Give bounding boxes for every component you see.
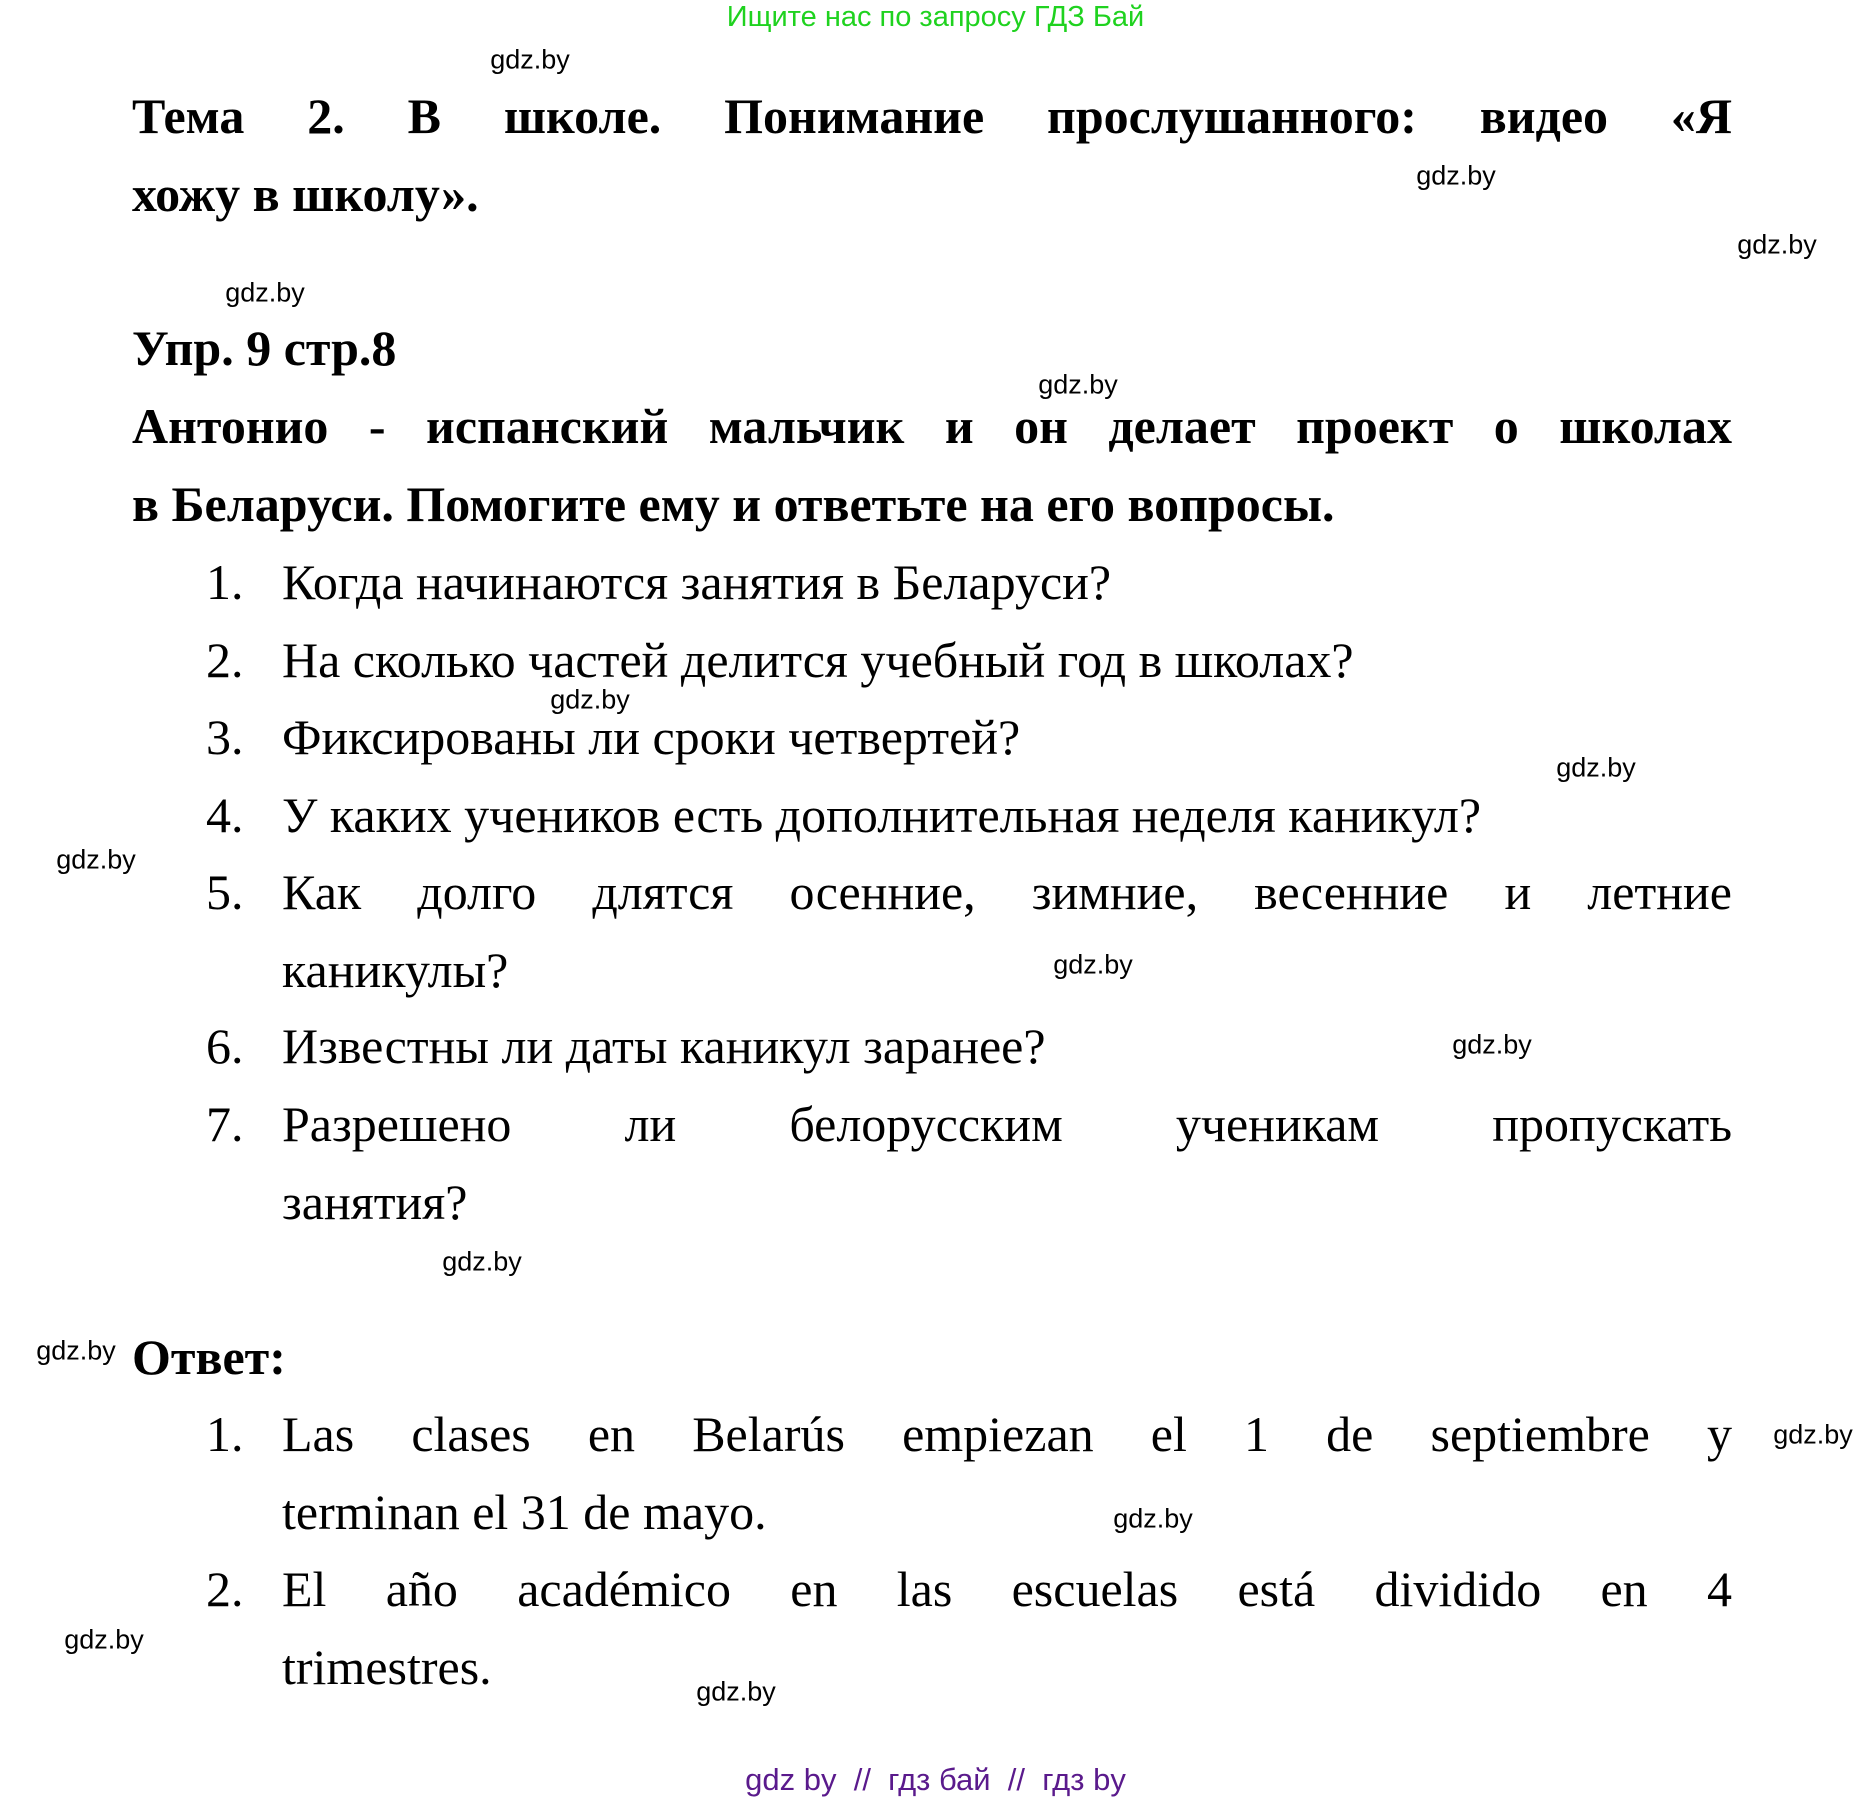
question-number: 3.: [206, 709, 244, 765]
watermark: gdz.by: [1038, 369, 1118, 400]
watermark: gdz.by: [696, 1676, 776, 1707]
question-text-cont: занятия?: [282, 1174, 468, 1230]
watermark: gdz.by: [442, 1246, 522, 1277]
watermark: gdz.by: [550, 684, 630, 715]
question-text: Фиксированы ли сроки четвертей?: [282, 709, 1021, 765]
watermark: gdz.by: [1416, 160, 1496, 191]
watermark: gdz.by: [1113, 1503, 1193, 1534]
watermark: gdz.by: [225, 277, 305, 308]
question-text-cont: каникулы?: [282, 942, 509, 998]
watermark: gdz.by: [56, 844, 136, 875]
answer-text-cont: terminan el 31 de mayo.: [282, 1484, 767, 1540]
footer-links: gdz by // гдз бай // гдз by: [745, 1762, 1126, 1797]
answer-text-cont: trimestres.: [282, 1639, 492, 1695]
topic-title-line-1: Тема 2. В школе. Понимание прослушанного: видео «Я: [132, 88, 1732, 144]
watermark: gdz.by: [490, 44, 570, 75]
topic-title-line-2: хожу в школу».: [132, 166, 479, 222]
exercise-heading: Упр. 9 стр.8: [132, 320, 397, 376]
watermark: gdz.by: [36, 1335, 116, 1366]
question-text: Известны ли даты каникул заранее?: [282, 1018, 1046, 1074]
watermark: gdz.by: [1773, 1419, 1853, 1450]
question-number: 5.: [206, 864, 244, 920]
question-number: 7.: [206, 1096, 244, 1152]
question-number: 2.: [206, 632, 244, 688]
answer-text: Las clases en Belarús empiezan el 1 de septiembre y: [282, 1406, 1732, 1462]
answer-heading: Ответ:: [132, 1329, 286, 1385]
question-text: На сколько частей делится учебный год в школах?: [282, 632, 1354, 688]
question-number: 6.: [206, 1018, 244, 1074]
answer-number: 2.: [206, 1561, 244, 1617]
question-text: Как долго длятся осенние, зимние, весенние и летние: [282, 864, 1732, 920]
intro-line-2: в Беларуси. Помогите ему и ответьте на его вопросы.: [132, 476, 1335, 532]
watermark: gdz.by: [1556, 752, 1636, 783]
question-number: 4.: [206, 787, 244, 843]
question-number: 1.: [206, 554, 244, 610]
watermark: gdz.by: [1452, 1029, 1532, 1060]
answer-text: El año académico en las escuelas está dividido en 4: [282, 1561, 1732, 1617]
answer-number: 1.: [206, 1406, 244, 1462]
watermark: gdz.by: [1053, 949, 1133, 980]
search-hint: Ищите нас по запросу ГДЗ Бай: [726, 1, 1145, 33]
intro-line-1: Антонио - испанский мальчик и он делает проект о школах: [132, 398, 1732, 454]
question-text: Разрешено ли белорусским ученикам пропускать: [282, 1096, 1732, 1152]
watermark: gdz.by: [64, 1624, 144, 1655]
question-text: У каких учеников есть дополнительная неделя каникул?: [282, 787, 1482, 843]
question-text: Когда начинаются занятия в Беларуси?: [282, 554, 1112, 610]
watermark: gdz.by: [1737, 229, 1817, 260]
